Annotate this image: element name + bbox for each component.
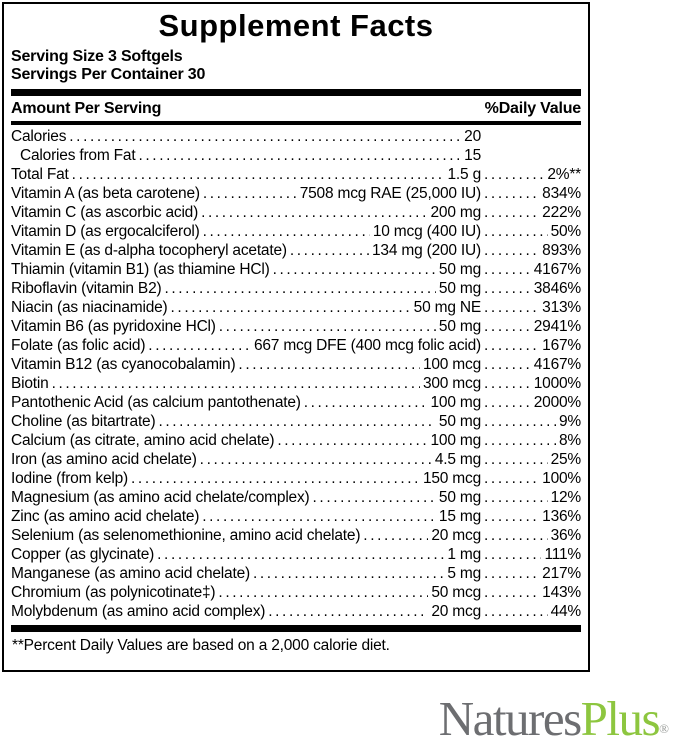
nutrient-amount: 150 mcg bbox=[422, 470, 481, 487]
dot-leader-2 bbox=[484, 374, 531, 393]
dot-leader bbox=[158, 412, 435, 431]
dot-leader-2 bbox=[484, 127, 578, 146]
nutrient-row bbox=[11, 602, 581, 621]
nutrient-amount: 20 mcg bbox=[431, 527, 481, 544]
nutrient-row bbox=[11, 260, 581, 279]
nutrient-row bbox=[11, 355, 581, 374]
nutrient-row bbox=[11, 526, 581, 545]
nutrient-amount: 5 mg bbox=[447, 565, 481, 582]
daily-value-percent: 2000% bbox=[533, 394, 581, 411]
dot-leader bbox=[219, 317, 436, 336]
daily-value-cell bbox=[481, 203, 581, 222]
dot-leader bbox=[131, 469, 420, 488]
daily-value-cell bbox=[481, 317, 581, 336]
nutrient-row bbox=[11, 583, 581, 602]
dot-leader-2 bbox=[484, 526, 548, 545]
daily-value-header: %Daily Value bbox=[484, 100, 581, 117]
nutrient-name: Iron (as amino acid chelate) bbox=[11, 451, 197, 468]
amount-per-serving-header: Amount Per Serving bbox=[11, 100, 162, 117]
daily-value-percent: 111% bbox=[544, 546, 581, 563]
registered-trademark-icon: ® bbox=[659, 721, 669, 736]
footnote-divider bbox=[11, 625, 581, 632]
daily-value-percent: 1000% bbox=[533, 375, 581, 392]
dot-leader bbox=[171, 298, 411, 317]
nutrient-amount: 100 mg bbox=[430, 432, 481, 449]
servings-per-container: Servings Per Container 30 bbox=[11, 66, 206, 83]
nutrient-row bbox=[11, 431, 581, 450]
dot-leader-2 bbox=[484, 298, 539, 317]
nutrient-amount: 15 bbox=[464, 147, 481, 164]
daily-value-cell bbox=[481, 469, 581, 488]
daily-value-cell bbox=[481, 583, 581, 602]
daily-value-percent: 893% bbox=[542, 242, 581, 259]
dot-leader bbox=[201, 203, 427, 222]
dot-leader bbox=[290, 241, 369, 260]
dot-leader bbox=[363, 526, 428, 545]
nutrient-row bbox=[11, 222, 581, 241]
nutrient-name: Vitamin A (as beta carotene) bbox=[11, 185, 200, 202]
dot-leader bbox=[202, 507, 436, 526]
nutrient-amount: 100 mg bbox=[430, 394, 481, 411]
dot-leader bbox=[313, 488, 436, 507]
dot-leader-2 bbox=[484, 564, 539, 583]
nutrient-row bbox=[11, 317, 581, 336]
daily-value-cell bbox=[481, 336, 581, 355]
dot-leader-2 bbox=[484, 431, 556, 450]
daily-value-percent: 313% bbox=[542, 299, 581, 316]
nutrient-name: Iodine (from kelp) bbox=[11, 470, 129, 487]
daily-value-percent: 25% bbox=[550, 451, 581, 468]
footnote: **Percent Daily Values are based on a 2,000 calorie diet. bbox=[12, 637, 390, 654]
daily-value-cell bbox=[481, 260, 581, 279]
daily-value-cell bbox=[481, 279, 581, 298]
nutrient-amount: 20 bbox=[464, 128, 481, 145]
daily-value-cell bbox=[481, 298, 581, 317]
daily-value-percent: 834% bbox=[542, 185, 581, 202]
dot-leader-2 bbox=[484, 165, 544, 184]
dot-leader bbox=[203, 184, 297, 203]
nutrient-name: Choline (as bitartrate) bbox=[11, 413, 156, 430]
daily-value-cell bbox=[481, 393, 581, 412]
nutrient-amount: 7508 mcg RAE (25,000 IU) bbox=[299, 185, 481, 202]
dot-leader-2 bbox=[484, 412, 556, 431]
dot-leader-2 bbox=[484, 203, 539, 222]
nutrient-name: Molybdenum (as amino acid complex) bbox=[11, 603, 266, 620]
dot-leader-2 bbox=[484, 488, 548, 507]
daily-value-percent: 2941% bbox=[533, 318, 581, 335]
dot-leader bbox=[203, 222, 370, 241]
nutrient-amount: 50 mcg bbox=[431, 584, 481, 601]
nutrient-row bbox=[11, 241, 581, 260]
dot-leader-2 bbox=[484, 602, 548, 621]
daily-value-percent: 8% bbox=[558, 432, 581, 449]
nutrient-row bbox=[11, 545, 581, 564]
nutrient-name: Riboflavin (vitamin B2) bbox=[11, 280, 162, 297]
daily-value-percent: 217% bbox=[542, 565, 581, 582]
nutrient-name: Calories bbox=[11, 128, 67, 145]
serving-size: Serving Size 3 Softgels bbox=[11, 48, 183, 65]
dot-leader bbox=[52, 374, 420, 393]
daily-value-cell bbox=[481, 488, 581, 507]
daily-value-cell bbox=[481, 374, 581, 393]
nutrient-amount: 20 mcg bbox=[431, 603, 481, 620]
daily-value-percent: 9% bbox=[558, 413, 581, 430]
daily-value-percent: 44% bbox=[550, 603, 581, 620]
nutrient-name: Selenium (as selenomethionine, amino acid chelate) bbox=[11, 527, 361, 544]
daily-value-percent: 100% bbox=[542, 470, 581, 487]
nutrient-name: Vitamin B6 (as pyridoxine HCl) bbox=[11, 318, 216, 335]
daily-value-cell bbox=[481, 355, 581, 374]
nutrient-amount: 50 mg bbox=[438, 280, 481, 297]
supplement-facts-title: Supplement Facts bbox=[158, 8, 434, 43]
nutrient-name: Manganese (as amino acid chelate) bbox=[11, 565, 250, 582]
daily-value-cell bbox=[481, 450, 581, 469]
daily-value-percent: 2%** bbox=[547, 166, 581, 183]
nutrient-row bbox=[11, 469, 581, 488]
brand-name-natures: Natures bbox=[438, 691, 581, 746]
dot-leader bbox=[273, 260, 436, 279]
nutrient-row bbox=[11, 393, 581, 412]
nutrient-name: Chromium (as polynicotinate‡) bbox=[11, 584, 216, 601]
dot-leader-2 bbox=[484, 222, 548, 241]
dot-leader-2 bbox=[484, 545, 541, 564]
nutrient-name: Vitamin C (as ascorbic acid) bbox=[11, 204, 199, 221]
nutrient-name: Pantothenic Acid (as calcium pantothenate) bbox=[11, 394, 301, 411]
dot-leader bbox=[69, 127, 461, 146]
daily-value-cell bbox=[481, 412, 581, 431]
daily-value-cell bbox=[481, 165, 581, 184]
dot-leader bbox=[200, 450, 432, 469]
nutrient-amount: 50 mg bbox=[438, 489, 481, 506]
daily-value-cell bbox=[481, 184, 581, 203]
nutrient-row bbox=[11, 564, 581, 583]
nutrient-amount: 100 mcg bbox=[422, 356, 481, 373]
daily-value-percent: 222% bbox=[542, 204, 581, 221]
daily-value-cell bbox=[481, 146, 581, 165]
nutrient-row bbox=[11, 374, 581, 393]
daily-value-percent: 167% bbox=[542, 337, 581, 354]
nutrient-row bbox=[11, 279, 581, 298]
dot-leader bbox=[157, 545, 444, 564]
dot-leader bbox=[277, 431, 427, 450]
daily-value-cell bbox=[481, 127, 581, 146]
nutrient-amount: 134 mg (200 IU) bbox=[372, 242, 481, 259]
dot-leader-2 bbox=[484, 393, 531, 412]
nutrient-name: Calcium (as citrate, amino acid chelate) bbox=[11, 432, 275, 449]
nutrient-name: Folate (as folic acid) bbox=[11, 337, 146, 354]
nutrient-name: Total Fat bbox=[11, 166, 69, 183]
nutrient-amount: 1.5 g bbox=[447, 166, 481, 183]
daily-value-percent: 136% bbox=[542, 508, 581, 525]
nutrient-row bbox=[11, 184, 581, 203]
nutrient-amount: 1 mg bbox=[447, 546, 481, 563]
daily-value-cell bbox=[481, 602, 581, 621]
nutrient-row bbox=[11, 298, 581, 317]
nutrient-amount: 200 mg bbox=[430, 204, 481, 221]
nutrient-amount: 300 mcg bbox=[422, 375, 481, 392]
dot-leader-2 bbox=[484, 583, 539, 602]
dot-leader bbox=[218, 583, 428, 602]
nutrient-row bbox=[11, 203, 581, 222]
nutrient-amount: 50 mg bbox=[438, 261, 481, 278]
daily-value-percent: 36% bbox=[550, 527, 581, 544]
nutrient-amount: 50 mg bbox=[438, 318, 481, 335]
nutrient-name: Zinc (as amino acid chelate) bbox=[11, 508, 200, 525]
nutrient-name: Vitamin D (as ergocalciferol) bbox=[11, 223, 200, 240]
daily-value-percent: 12% bbox=[550, 489, 581, 506]
daily-value-cell bbox=[481, 222, 581, 241]
daily-value-percent: 4167% bbox=[533, 261, 581, 278]
daily-value-cell bbox=[481, 526, 581, 545]
nutrient-row bbox=[11, 165, 581, 184]
daily-value-percent: 143% bbox=[542, 584, 581, 601]
daily-value-cell bbox=[481, 507, 581, 526]
dot-leader bbox=[268, 602, 428, 621]
nutrient-name: Thiamin (vitamin B1) (as thiamine HCl) bbox=[11, 261, 270, 278]
dot-leader-2 bbox=[484, 241, 539, 260]
nutrient-name: Calories from Fat bbox=[20, 147, 136, 164]
nutrient-rows bbox=[11, 127, 581, 621]
nutrient-name: Magnesium (as amino acid chelate/complex) bbox=[11, 489, 310, 506]
brand-logo bbox=[439, 693, 669, 755]
daily-value-percent: 50% bbox=[550, 223, 581, 240]
dot-leader bbox=[253, 564, 444, 583]
nutrient-amount: 50 mg bbox=[438, 413, 481, 430]
nutrient-row bbox=[11, 488, 581, 507]
daily-value-cell bbox=[481, 431, 581, 450]
dot-leader bbox=[304, 393, 428, 412]
nutrient-name: Vitamin B12 (as cyanocobalamin) bbox=[11, 356, 236, 373]
dot-leader-2 bbox=[484, 469, 539, 488]
dot-leader bbox=[164, 279, 435, 298]
brand-name-plus: Plus bbox=[580, 691, 660, 746]
nutrient-amount: 15 mg bbox=[438, 508, 481, 525]
nutrient-name: Vitamin E (as d-alpha tocopheryl acetate) bbox=[11, 242, 287, 259]
header-divider-thick bbox=[11, 89, 581, 96]
dot-leader bbox=[238, 355, 420, 374]
nutrient-row bbox=[11, 412, 581, 431]
dot-leader bbox=[72, 165, 445, 184]
supplement-label bbox=[2, 2, 590, 672]
dot-leader-2 bbox=[484, 279, 531, 298]
daily-value-cell bbox=[481, 545, 581, 564]
daily-value-cell bbox=[481, 241, 581, 260]
nutrient-amount: 10 mcg (400 IU) bbox=[372, 223, 481, 240]
nutrient-amount: 4.5 mg bbox=[434, 451, 481, 468]
nutrient-row bbox=[11, 146, 581, 165]
daily-value-cell bbox=[481, 564, 581, 583]
dot-leader-2 bbox=[484, 184, 539, 203]
dot-leader-2 bbox=[484, 336, 539, 355]
nutrient-amount: 667 mcg DFE (400 mcg folic acid) bbox=[253, 337, 481, 354]
dot-leader bbox=[148, 336, 251, 355]
nutrient-row bbox=[11, 127, 581, 146]
header-divider-thin bbox=[11, 121, 581, 125]
dot-leader-2 bbox=[484, 260, 531, 279]
dot-leader-2 bbox=[484, 355, 531, 374]
nutrient-row bbox=[11, 336, 581, 355]
nutrient-row bbox=[11, 450, 581, 469]
daily-value-percent: 4167% bbox=[533, 356, 581, 373]
dot-leader-2 bbox=[484, 317, 531, 336]
nutrient-name: Copper (as glycinate) bbox=[11, 546, 155, 563]
nutrient-amount: 50 mg NE bbox=[413, 299, 481, 316]
daily-value-percent: 3846% bbox=[533, 280, 581, 297]
dot-leader bbox=[138, 146, 461, 165]
nutrient-name: Niacin (as niacinamide) bbox=[11, 299, 168, 316]
dot-leader-2 bbox=[484, 507, 539, 526]
nutrient-row bbox=[11, 507, 581, 526]
nutrient-name: Biotin bbox=[11, 375, 49, 392]
column-header-row bbox=[11, 96, 581, 121]
dot-leader-2 bbox=[484, 450, 548, 469]
dot-leader-2 bbox=[484, 146, 578, 165]
